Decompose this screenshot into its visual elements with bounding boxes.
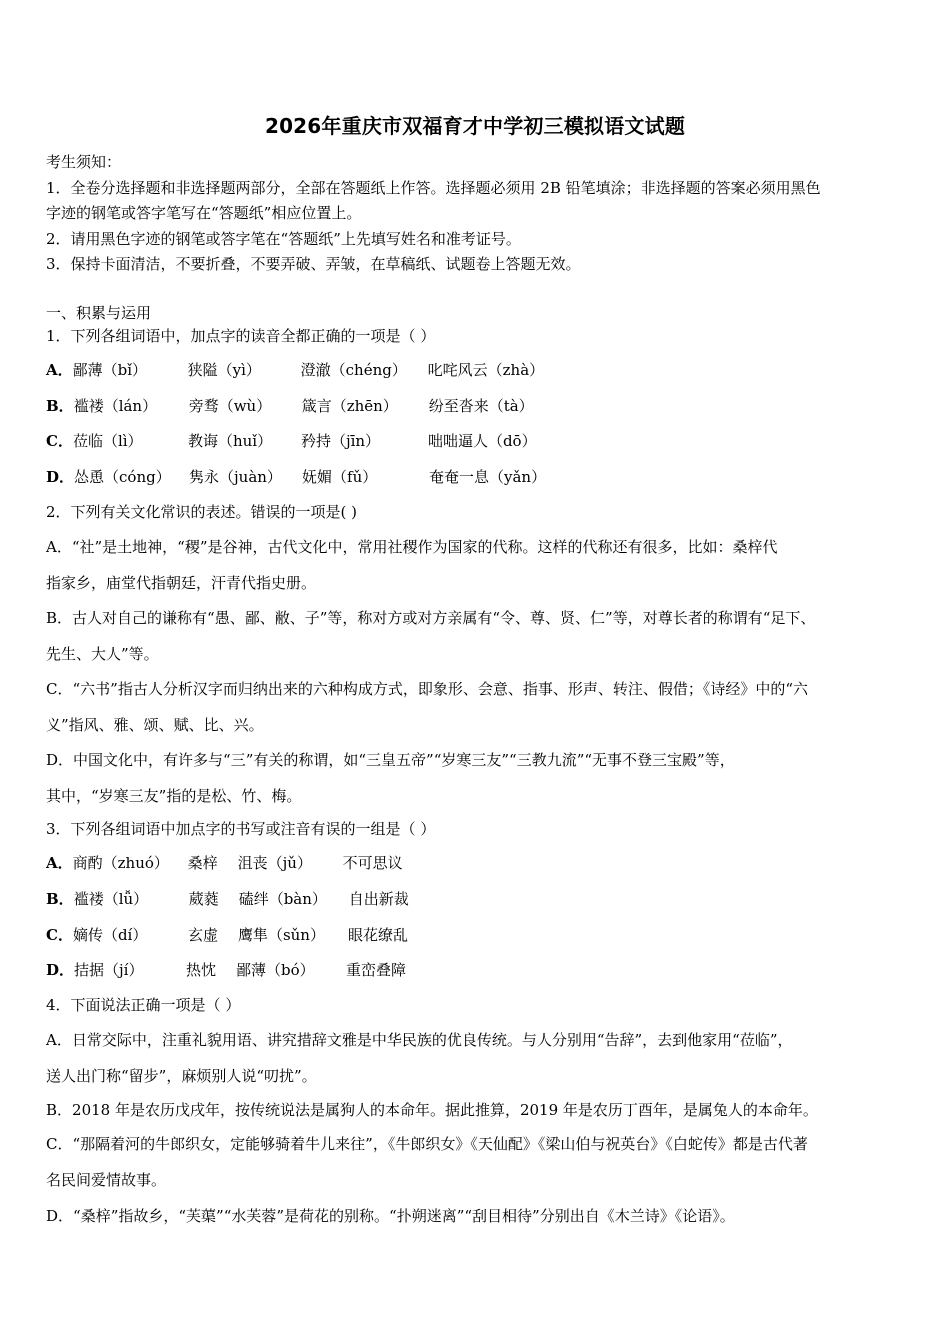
question-4-option-a-cont: 送人出门称“留步”，麻烦别人说“叨扰”。	[46, 1067, 317, 1085]
question-1-stem: 1．下列各组词语中，加点字的读音全都正确的一项是（ ）	[46, 327, 436, 345]
option-word: 商酌（zhuó）	[72, 854, 169, 872]
question-4-option-b[interactable]: B．2018 年是农历戊戌年，按传统说法是属狗人的本命年。据此推算，2019 年是农历丁酉年，是属兔人的本命年。	[46, 1101, 818, 1119]
option-word: 葳蕤	[188, 890, 219, 908]
option-label: B．	[46, 397, 74, 415]
option-label: C．	[46, 926, 73, 944]
question-2-stem: 2．下列有关文化常识的表述。错误的一项是( )	[46, 503, 358, 521]
option-word: 自出新裁	[348, 890, 409, 908]
question-1-option-c[interactable]	[46, 431, 916, 451]
option-word: 怂恿（cóng）	[74, 468, 171, 486]
section-heading: 一、积累与运用	[46, 304, 152, 322]
option-word: 鄙薄（bǐ）	[72, 361, 148, 379]
option-word: 鄙薄（bó）	[236, 961, 315, 979]
option-word: 褴褛（lǚ）	[73, 890, 149, 908]
question-3-option-c[interactable]	[46, 925, 916, 945]
option-word: 磕绊（bàn）	[238, 890, 327, 908]
question-2-option-c[interactable]: C．“六书”指古人分析汉字而归纳出来的六种构成方式，即象形、会意、指事、形声、转注、假借；《诗经》中的“六	[46, 680, 808, 698]
notice-item-2: 2．请用黑色字迹的钢笔或答字笔在“答题纸”上先填写姓名和准考证号。	[46, 230, 521, 248]
option-word: 嫡传（dí）	[72, 926, 148, 944]
question-4-stem: 4．下面说法正确一项是（ ）	[46, 996, 241, 1014]
option-word: 箴言（zhēn）	[301, 397, 398, 415]
question-3-option-b[interactable]	[46, 889, 916, 909]
option-word: 教诲（huǐ）	[187, 432, 273, 450]
option-label: D．	[46, 468, 75, 486]
option-label: A．	[46, 361, 73, 379]
option-word: 澄澈（chéng）	[300, 361, 407, 379]
option-word: 玄虚	[187, 926, 218, 944]
question-2-option-d[interactable]: D．中国文化中，有许多与“三”有关的称谓，如“三皇五帝”“岁寒三友”“三教九流”“无事不登三宝殿”等，	[46, 751, 735, 769]
option-word: 奄奄一息（yǎn）	[429, 468, 547, 486]
question-2-option-d-cont: 其中，“岁寒三友”指的是松、竹、梅。	[46, 787, 302, 805]
option-label: C．	[46, 432, 73, 450]
option-word: 叱咤风云（zhà）	[427, 361, 545, 379]
option-word: 鹰隼（sǔn）	[237, 926, 325, 944]
option-word: 眼花缭乱	[347, 926, 408, 944]
question-2-option-a[interactable]: A．“社”是土地神，“稷”是谷神，古代文化中，常用社稷作为国家的代称。这样的代称还有很多，比如：桑梓代	[46, 538, 778, 556]
option-word: 隽永（juàn）	[189, 468, 282, 486]
option-word: 矜持（jīn）	[300, 432, 381, 450]
option-word: 纷至沓来（tà）	[428, 397, 534, 415]
question-3-option-d[interactable]	[46, 960, 916, 980]
question-2-option-b-cont: 先生、大人”等。	[46, 645, 159, 663]
question-4-option-c-cont: 名民间爱情故事。	[46, 1171, 167, 1189]
option-word: 妩媚（fǔ）	[302, 468, 378, 486]
option-word: 不可思议	[342, 854, 403, 872]
option-word: 重峦叠障	[346, 961, 407, 979]
question-3-option-a[interactable]	[46, 853, 916, 873]
option-word: 咄咄逼人（dō）	[427, 432, 537, 450]
question-4-option-a[interactable]: A．日常交际中，注重礼貌用语、讲究措辞文雅是中华民族的优良传统。与人分别用“告辞”，去到他家用“莅临”，	[46, 1031, 793, 1049]
page-title: 2026年重庆市双福育才中学初三模拟语文试题	[264, 114, 686, 138]
question-1-option-b[interactable]	[46, 396, 916, 416]
question-4-option-d[interactable]: D．“桑梓”指故乡，“芙蕖”“水芙蓉”是荷花的别称。“扑朔迷离”“刮目相待”分别出自《木兰诗》《论语》。	[46, 1207, 735, 1225]
option-word: 拮据（jí）	[74, 961, 144, 979]
option-label: A．	[46, 854, 73, 872]
notice-item-1: 1．全卷分选择题和非选择题两部分，全部在答题纸上作答。选择题必须用 2B 铅笔填涂；非选择题的答案必须用黑色	[46, 179, 821, 197]
option-word: 桑梓	[187, 854, 218, 872]
notice-item-1-cont: 字迹的钢笔或答字笔写在“答题纸”相应位置上。	[46, 204, 362, 222]
notice-item-3: 3．保持卡面清洁，不要折叠，不要弄破、弄皱，在草稿纸、试题卷上答题无效。	[46, 255, 581, 273]
question-1-option-a[interactable]	[46, 360, 916, 380]
option-label: D．	[46, 961, 75, 979]
option-word: 沮丧（jǔ）	[237, 854, 312, 872]
question-1-option-d[interactable]	[46, 467, 916, 487]
option-word: 莅临（lì）	[72, 432, 143, 450]
question-2-option-a-cont: 指家乡，庙堂代指朝廷，汗青代指史册。	[46, 574, 317, 592]
option-word: 狭隘（yì）	[187, 361, 261, 379]
notice-heading: 考生须知：	[46, 153, 122, 171]
option-label: B．	[46, 890, 74, 908]
question-3-stem: 3．下列各组词语中加点字的书写或注音有误的一组是（ ）	[46, 820, 436, 838]
option-word: 褴褛（lán）	[73, 397, 158, 415]
option-word: 热忱	[186, 961, 217, 979]
question-4-option-c[interactable]: C．“那隔着河的牛郎织女，定能够骑着牛儿来往”，《牛郎织女》《天仙配》《梁山伯与祝英台》《白蛇传》都是古代著	[46, 1135, 808, 1153]
question-2-option-b[interactable]: B．古人对自己的谦称有“愚、鄙、敝、子”等，称对方或对方亲属有“令、尊、贤、仁”等，对尊长者的称谓有“足下、	[46, 609, 816, 627]
question-2-option-c-cont: 义”指风、雅、颂、赋、比、兴。	[46, 716, 264, 734]
option-word: 旁骛（wù）	[188, 397, 272, 415]
